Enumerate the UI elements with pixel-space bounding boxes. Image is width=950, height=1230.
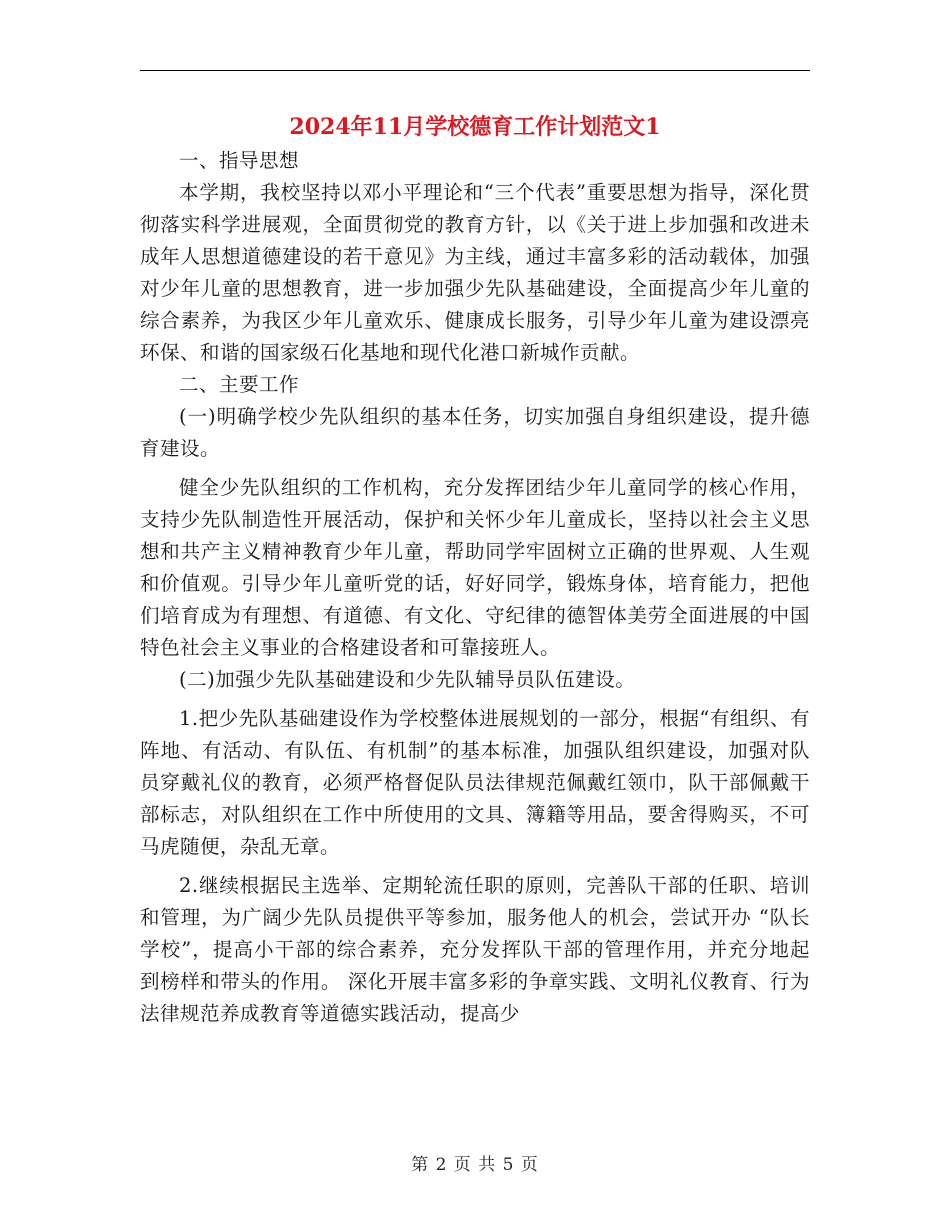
paragraph-item-1: 1.把少先队基础建设作为学校整体进展规划的一部分，根据“有组织、有阵地、有活动、有队伍、有机制”的基本标准，加强队组织建设，加强对队员穿戴礼仪的教育，必须严格督促队员法律规范佩戴红领巾，队干部佩戴干部标志，对队组织在工作中所使用的文具、簿籍等用品，要舍得购买，不可马虎随便，杂乱无章。	[140, 707, 810, 858]
document-title: 2024年11月学校德育工作计划范文1	[289, 114, 661, 140]
header-rule	[140, 70, 810, 71]
document-body	[140, 145, 810, 1030]
subheading-basic-construction: (二)加强少先队基础建设和少先队辅导员队伍建设。	[179, 668, 636, 691]
page-number-footer: 第 2 页 共 5 页	[411, 1155, 539, 1175]
paragraph-guiding-ideology: 本学期，我校坚持以邓小平理论和“三个代表”重要思想为指导，深化贯彻落实科学进展观，全面贯彻党的教育方针，以《关于进上步加强和改进未成年人思想道德建设的若干意见》为主线，通过丰富多彩的活动载体，加强对少年儿童的思想教育，进一步加强少先队基础建设，全面提高少年儿童的综合素养，为我区少年儿童欢乐、健康成长服务，引导少年儿童为建设漂亮环保、和谐的国家级石化基地和现代化港口新城作贡献。	[140, 181, 810, 364]
section-heading-main-work: 二、主要工作	[179, 373, 300, 396]
paragraph-organization-structure: 健全少先队组织的工作机构，充分发挥团结少年儿童同学的核心作用，支持少先队制造性开展活动，保护和关怀少年儿童成长，坚持以社会主义思想和共产主义精神教育少年儿童，帮助同学牢固树立正确的世界观、人生观和价值观。引导少年儿童听党的话，好好同学，锻炼身体，培育能力，把他们培育成为有理想、有道德、有文化、守纪律的德智体美劳全面进展的中国特色社会主义事业的合格建设者和可靠接班人。	[140, 476, 810, 659]
section-heading-guiding-ideology: 一、指导思想	[179, 149, 300, 172]
subheading-organization-tasks: (一)明确学校少先队组织的基本任务，切实加强自身组织建设，提升德育建设。	[140, 405, 810, 460]
paragraph-item-2: 2.继续根据民主选举、定期轮流任职的原则，完善队干部的任职、培训和管理，为广阔少先队员提供平等参加，服务他人的机会，尝试开办 “队长学校”，提高小干部的综合素养，充分发挥队干部的管理作用，并充分地起到榜样和带头的作用。 深化开展丰富多彩的争章实践、文明礼仪教育、行为法律规范养成教育等道德实践活动，提高少	[140, 874, 810, 1025]
